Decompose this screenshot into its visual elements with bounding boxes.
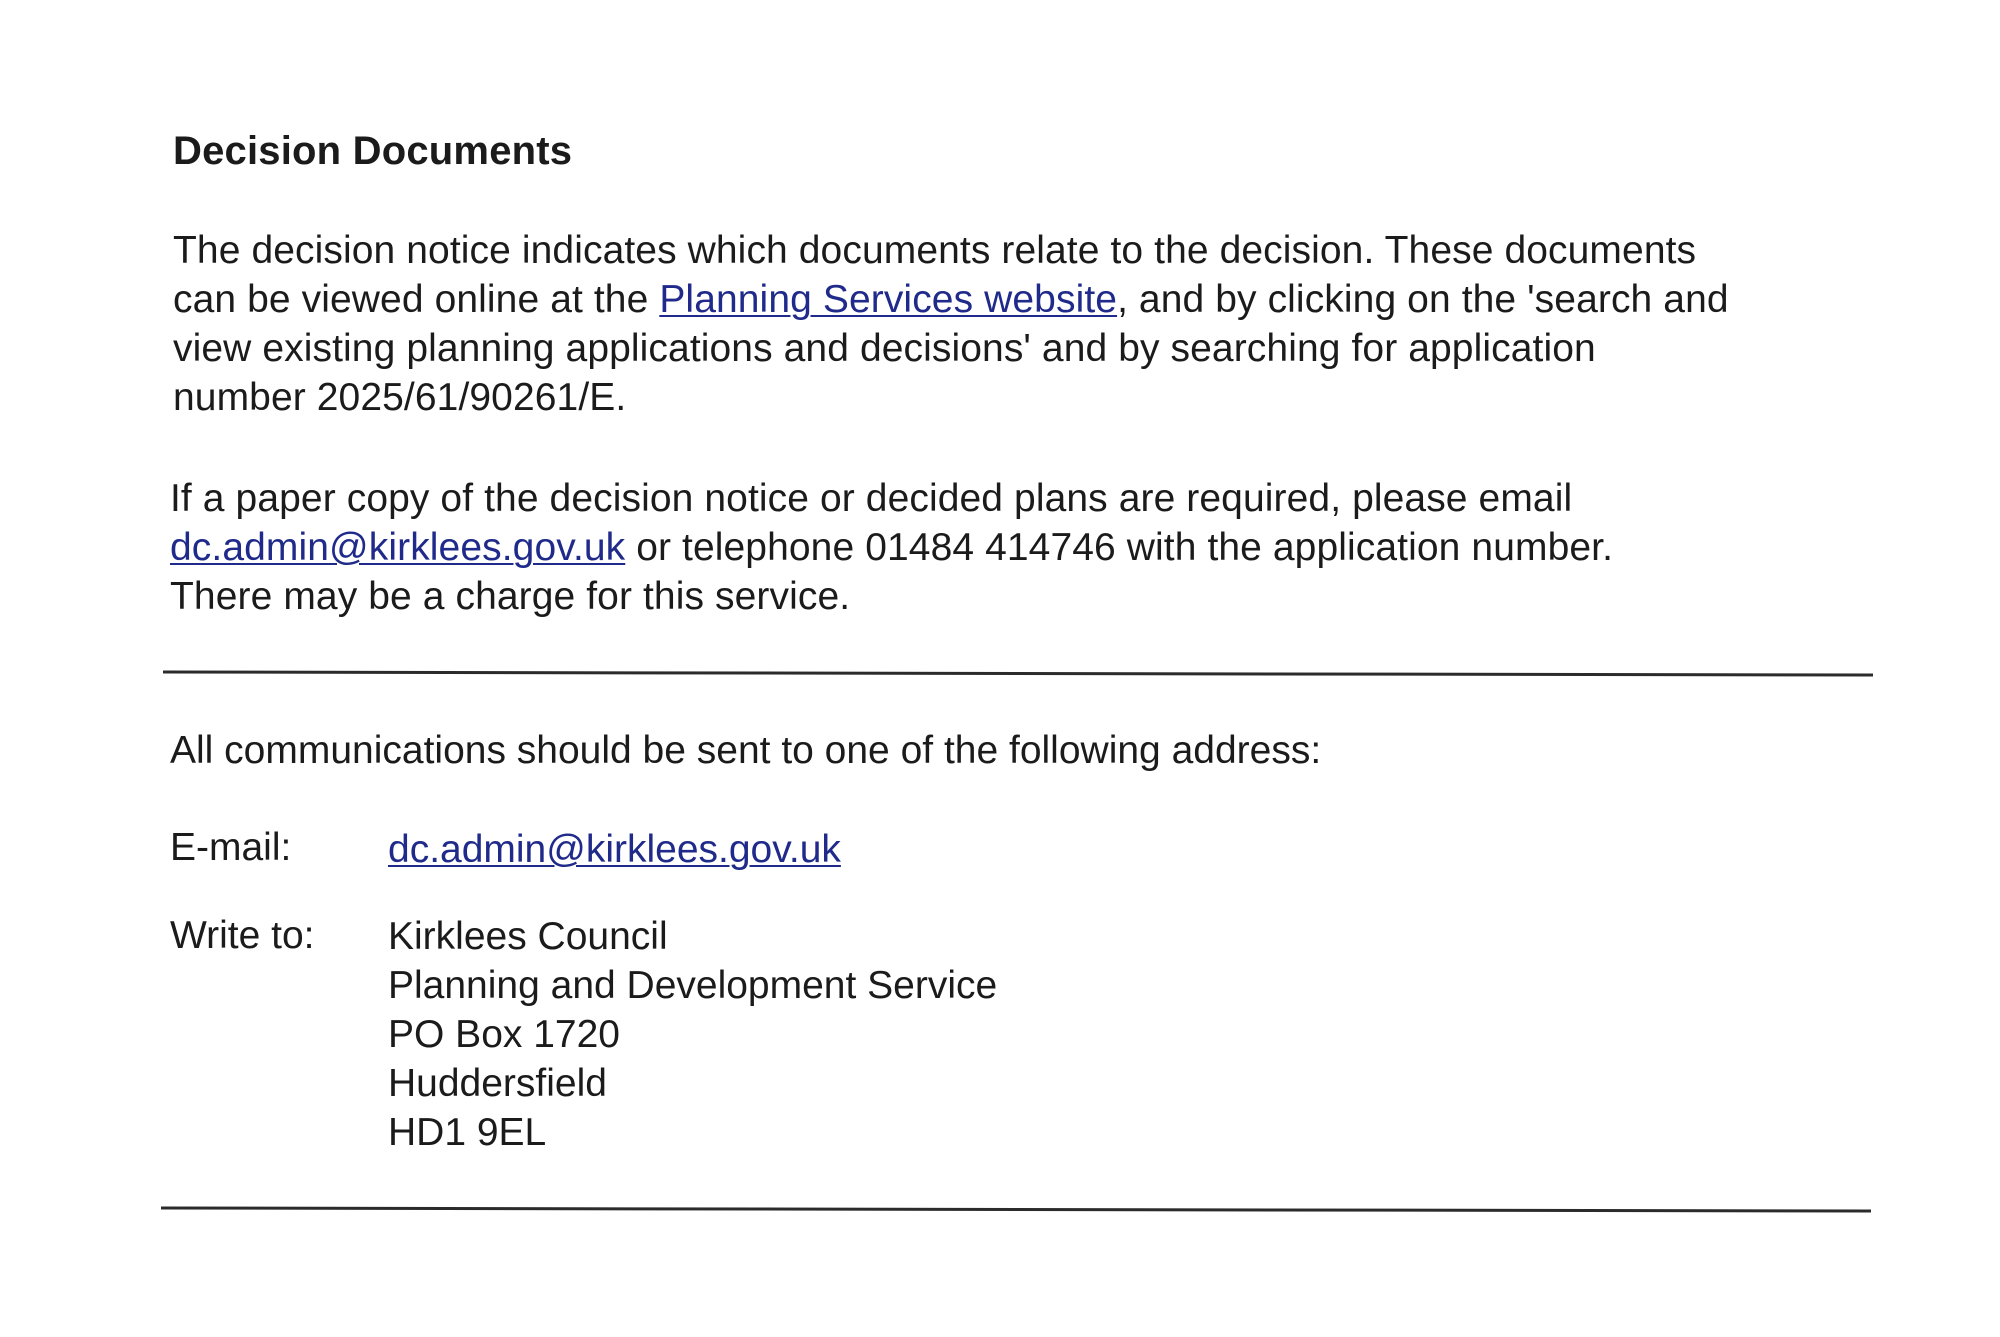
divider-bottom	[161, 1207, 1871, 1213]
address-line: Huddersfield	[388, 1062, 607, 1105]
admin-email-link-inline[interactable]: dc.admin@kirklees.gov.uk	[170, 526, 626, 569]
paragraph2-line1: If a paper copy of the decision notice or decided plans are required, please email	[170, 477, 1573, 520]
paragraph1-line2-after: , and by clicking on the 'search and	[1117, 278, 1729, 321]
paragraph2-line3: There may be a charge for this service.	[170, 575, 851, 618]
communications-intro: All communications should be sent to one of the following address:	[170, 729, 1322, 772]
paragraph1-line2	[173, 275, 1893, 324]
address-line: HD1 9EL	[388, 1111, 547, 1154]
paper-copy-paragraph	[170, 474, 1890, 621]
section-heading: Decision Documents	[173, 129, 573, 173]
paragraph2-line2	[170, 523, 1890, 572]
divider-top	[163, 671, 1873, 677]
paragraph1-line4: number 2025/61/90261/E.	[173, 376, 627, 419]
paragraph1-line2-before: can be viewed online at the	[173, 278, 660, 321]
email-label: E-mail:	[170, 826, 292, 869]
paragraph2-line2-after: or telephone 01484 414746 with the application number.	[625, 526, 1614, 569]
email-value	[388, 825, 841, 874]
postal-address	[388, 912, 997, 1157]
address-line: PO Box 1720	[388, 1013, 620, 1056]
decision-documents-paragraph	[173, 226, 1893, 422]
paragraph1-line3: view existing planning applications and decisions' and by searching for application	[173, 327, 1596, 370]
address-line: Planning and Development Service	[388, 964, 998, 1007]
address-line: Kirklees Council	[388, 915, 668, 958]
admin-email-link[interactable]: dc.admin@kirklees.gov.uk	[388, 828, 841, 871]
write-to-label: Write to:	[170, 914, 315, 957]
paragraph1-line1: The decision notice indicates which documents relate to the decision. These documents	[173, 229, 1697, 272]
planning-services-website-link[interactable]: Planning Services website	[659, 278, 1118, 321]
